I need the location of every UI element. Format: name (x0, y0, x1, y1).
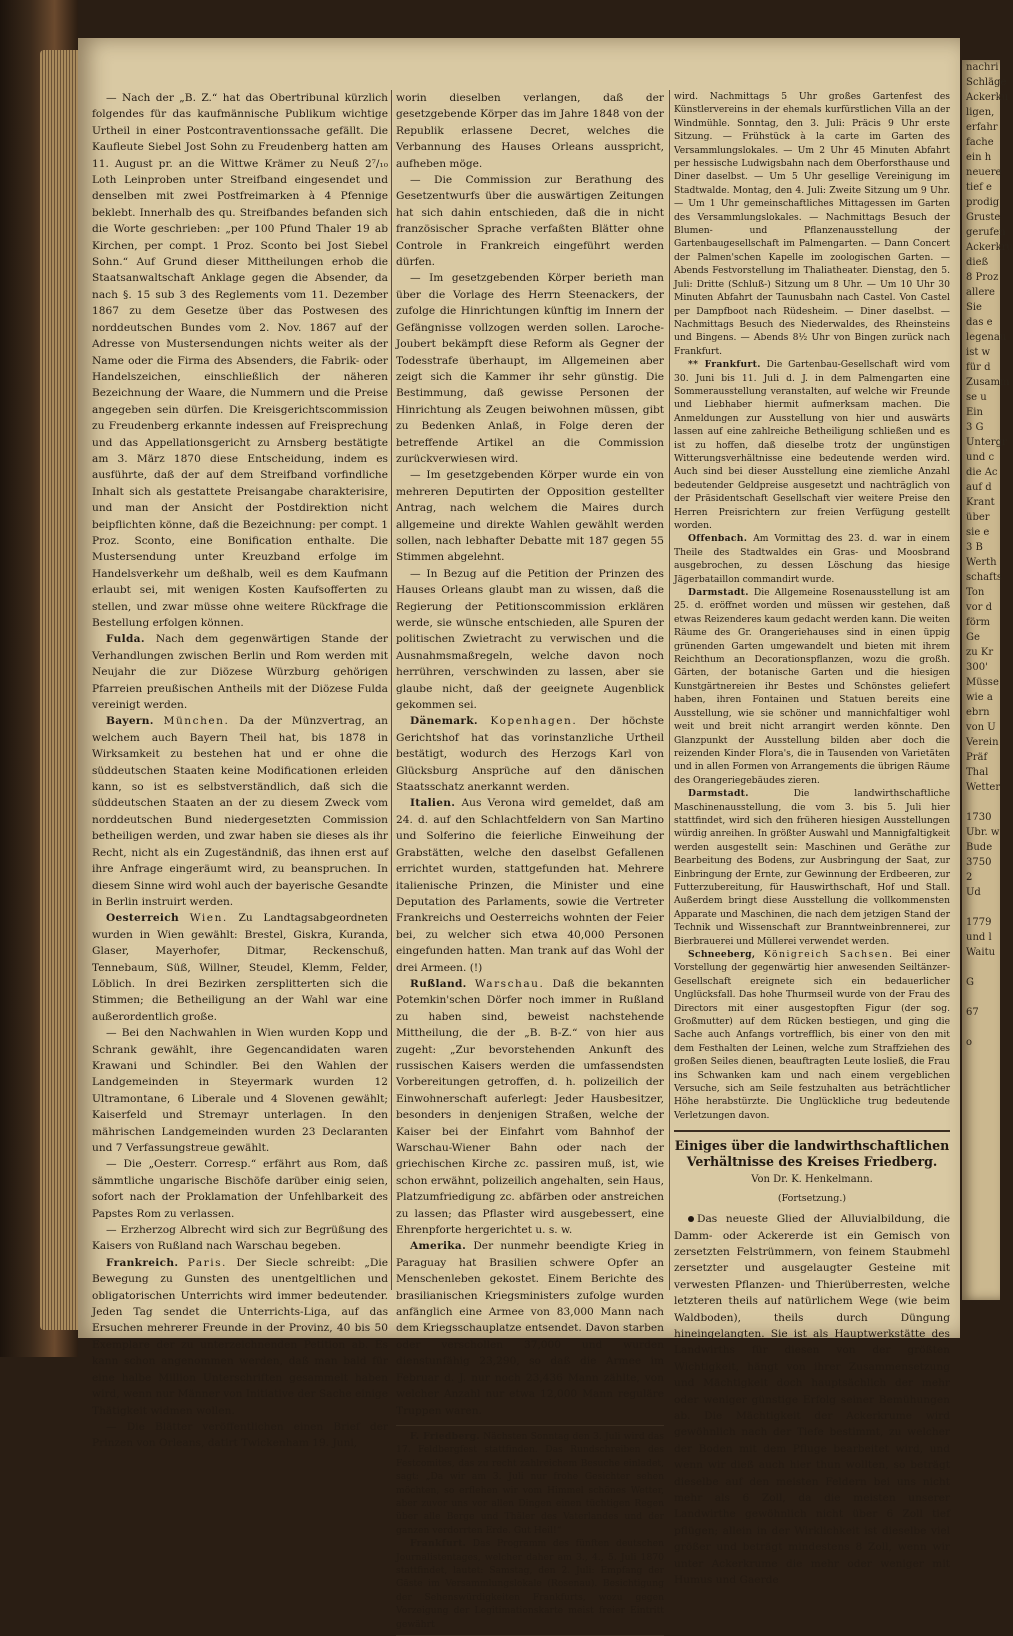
next-page-fragment: förm (966, 617, 990, 628)
news-heading: Offenbach. (688, 533, 748, 545)
next-page-fragment: vor d (966, 602, 993, 613)
news-text: — Nach der „B. Z.“ hat das Obertribunal kürzlich folgendes für das kaufmännische Publikum wichtige Urtheil in einer Postcontraventionssache gefällt. Die Kaufleute Siebel Jost Sohn zu Freudenberg hatten am 11. August pr. an die Wittwe Krämer zu Neuß 2⁷/₁₀ Loth Leinproben unter Streifband eingesendet und denselben mit zwei Postfreimarken à 4 Pfennige beklebt. Innerhalb des qu. Streifbandes befanden sich die Worte geschrieben: „per 100 Pfund Thaler 19 ab Kirchen, per compt. 1 Proz. Sconto bei Jost Siebel Sohn.“ Auf Grund dieser Mittheilungen erhob die Staatsanwaltschaft Anklage gegen die Absender, da nach §. 15 sub 3 des Reglements vom 11. Dezember 1867 zu dem Gesetze über das Postwesen des norddeutschen Bundes vom 2. Nov. 1867 auf der Adresse von Mustersendungen nichts weiter als der Name oder die Firma des Absenders, die Fabrik- oder Handelszeichen, einschließlich der näheren Bezeichnung der Waare, die Nummern und die Preise angegeben sein dürfen. Die Kreisgerichtscommission zu Freudenberg erkannte indessen auf Freisprechung und das Appellationsgericht zu Arnsberg bestätigte am 3. März 1870 diese Entscheidung, indem es ausführte, daß der auf dem Streifband vorfindliche Inhalt sich als gestattete Preisangabe charakterisire, und man der Ansicht der Postdirektion nicht beipflichten könne, daß die Bezeichnung: per compt. 1 Proz. Sconto, eine Bonification enthalte. Die Mustersendung unter Kreuzband erfolge im Handelsverkehr um deßhalb, weil es dem Kaufmann erlaubt sei, mit wenigen Kosten Kaufsofferten zu stellen, und zwar müsse ohne weitere Rückfrage die Bestellung erfolgen können. (92, 92, 388, 629)
news-heading: Oesterreich (106, 912, 179, 925)
next-page-fragment: 67 (966, 1007, 979, 1018)
news-heading: Frankreich. (106, 1256, 179, 1269)
news-dateline: Kopenhagen. (490, 715, 578, 728)
next-page-fragment: schafts (966, 572, 1002, 583)
news-paragraph (396, 270, 664, 467)
next-page-fragment: neuere (966, 167, 1002, 178)
next-page-fragment: allere (966, 287, 995, 298)
news-paragraph (396, 90, 664, 172)
next-page-fragment: Ud (966, 887, 981, 898)
next-page-fragment: 8 Proz (966, 272, 999, 283)
next-page-fragment: Ackerkru (966, 242, 1013, 253)
news-dateline: Wien. (189, 912, 228, 925)
next-page-fragment: und c (966, 452, 995, 463)
next-page-fragment: Ton (966, 587, 985, 598)
news-paragraph (92, 90, 388, 631)
news-text: Das Programm des fünften deutschen Journalistentages, welcher daher am 3., 4., 5. Juli 1870 stattfindet, lautet: Samstag, den 2. Juli: Empfang der Gäste im Versammlungslokale (Rosenau). Besichtigung der Sehenswürdigkeiten Frankfurts, wozu gegen Vorzeigung der Legitimationskarte meist freier Eintritt gewährt (396, 1538, 665, 1630)
next-page-fragment: und l (966, 932, 992, 943)
news-text: — Im gesetzgebenden Körper wurde ein von mehreren Deputirten der Opposition gestellter Antrag, nach welchem die Maires durch allgemeine und direkte Wahlen gewählt werden sollen, nach lebhafter Debatte mit 187 gegen 55 Stimmen abgelehnt. (396, 469, 664, 564)
news-text: worin dieselben verlangen, daß der gesetzgebende Körper das im Jahre 1848 von der Republik erlassene Decret, welches die Verbannung des Hauses Orleans ausspricht, aufheben möge. (396, 92, 664, 170)
next-page-fragment: o (966, 1037, 973, 1048)
next-page-fragment: 1779 (966, 917, 992, 928)
next-page-fragment: Schläge (966, 77, 1007, 88)
next-page-fragment (962, 990, 1000, 1005)
next-page-fragment: Präf (966, 752, 988, 763)
next-page-fragment: 3 B (966, 542, 983, 553)
next-page-fragment: Bude (966, 842, 993, 853)
news-text: Am Vormittag des 23. d. war in einem Theile des Stadtwaldes ein Gras- und Moosbrand ausgebrochen, zu dessen Löschung das hiesige Jägerbataillon commandirt wurde. (674, 533, 951, 585)
column-rule (391, 90, 392, 1290)
news-text: Daß die bekannten Potemkin'schen Dörfer noch immer in Rußland zu haben sind, beweist nachstehende Mittheilung, die der „B. B-Z.“ von hier aus zugeht: „Zur bevorstehenden Ankunft des russischen Kaisers werden die umfassendsten Vorbereitungen getroffen, d. h. polizeilich der Einwohnerschaft auferlegt: Jeder Hausbesitzer, besonders in denjenigen Straßen, welche der Kaiser bei der Einfahrt vom Bahnhof der Warschau-Wiener Bahn oder nach der griechischen Kirche zc. passiren muß, ist, wie schon erwähnt, polizeilich angehalten, sein Haus, Platzumfriedigung zc. abfärben oder anstreichen zu lassen; das Pflaster wird ausgebessert, eine Ehrenpforte hergerichtet u. s. w. (396, 977, 664, 1237)
news-text: — Im gesetzgebenden Körper berieth man über die Vorlage des Herrn Steenackers, der zufolge die Hinrichtungen künftig im Innern der Gefängnisse vollzogen werden sollen. Laroche-Joubert bekämpft diese Reform als Gegner der Todesstrafe überhaupt, im Allgemeinen aber zeigt sich die Kammer ihr sehr günstig. Die Bestimmung, daß gewisse Personen der Hinrichtung als Zeugen beiwohnen müssen, gibt zu Bedenken Anlaß, in Folge deren der betreffende Artikel an die Commission zurückverwiesen wird. (396, 272, 664, 465)
next-page-fragment: 3 G (966, 422, 984, 433)
news-paragraph (92, 631, 388, 713)
news-text: Aus Verona wird gemeldet, daß am 24. d. auf den Schlachtfeldern von San Martino und Solferino die feierliche Einweihung der Grabstätten, welche den daselbst Gefallenen errichtet wurden, stattgefunden hat. Mehrere italienische Prinzen, die Minister und eine Deputation des Parlaments, sowie die Vertreter Frankreichs und Oesterreichs wohnten der Feier bei, zu welcher sich etwa 40,000 Personen eingefunden hatten. Man trank auf das Wohl der drei Armeen. (!) (396, 797, 664, 974)
article-title: Einiges über die landwirthschaftlichen Verhältnisse des Kreises Friedberg. (674, 1130, 950, 1170)
news-paragraph (92, 1419, 388, 1452)
article-continuation: (Fortsetzung.) (777, 1192, 847, 1204)
news-text: wird. Nachmittags 5 Uhr großes Gartenfest des Künstlervereins in der ehemals kurfürstlichen Villa an der Windmühle. Sonntag, den 3. Juli: Präcis 9 Uhr erste Sitzung. — Frühstück à la carte im Garten des Versammlungslokales. — Um 2 Uhr 45 Minuten Abfahrt per hessische Ludwigsbahn nach dem Oberforsthause und Diner daselbst. — Um 5 Uhr gesellige Vereinigung im Stadtwalde. Montag, den 4. Juli: Zweite Sitzung um 9 Uhr. — Um 1 Uhr gemeinschaftliches Mittagessen im Garten des Versammlungslokales. — Nachmittags Besuch der Blumen- und Pflanzenausstellung der Gartenbaugesellschaft im Palmengarten. — Dann Concert der Palmen'schen Kapelle im zoologischen Garten. — Abends Festvorstellung im Thaliatheater. Dienstag, den 5. Juli: Dritte (Schluß-) Sitzung um 8 Uhr. — Um 10 Uhr 30 Minuten Abfahrt der Taunusbahn nach Castel. Von Castel per Dampfboot nach Rüdesheim. — Diner daselbst. — Nachmittags Besuch des Niederwaldes, des Rheinsteins und Bingens. — Abends 8½ Uhr von Bingen zurück nach Frankfurt. (674, 91, 950, 357)
news-paragraph (396, 172, 664, 270)
next-page-fragment: Werth (966, 557, 997, 568)
news-paragraph (674, 948, 950, 1122)
next-page-fragment: G (966, 977, 974, 988)
column-left (92, 90, 388, 1450)
next-page-edge (962, 60, 1013, 1300)
next-page-fragment: auf d (966, 482, 992, 493)
next-page-fragment: dieß (966, 257, 989, 268)
next-page-fragment (962, 900, 1000, 915)
news-dateline: Königreich Sachsen. (763, 949, 894, 960)
news-paragraph (92, 1156, 388, 1222)
news-text: Die landwirthschaftliche Maschinenausstellung, die vom 3. bis 5. Juli hier stattfindet, wird sich den früheren hiesigen Ausstellungen würdig anreihen. In größter Auswahl und Mannigfaltigkeit werden ausgestellt sein: Maschinen und Geräthe zur Bearbeitung des Bodens, zur Ausbringung der Saat, zur Einbringung der Ernte, zur Gewinnung der Erdbeeren, zur Futterzubereitung, für Hauswirthschaft, Hof und Stall. Außerdem bringt diese Ausstellung die vollkommensten Apparate und Maschinen, die nach dem jetzigen Stand der Technik und Wissenschaft zur Branntweinbrennerei, zur Bierbrauerei und Müllerei verwendet werden. (674, 788, 951, 947)
next-page-fragment: 300' (966, 662, 988, 673)
news-paragraph (92, 1025, 388, 1156)
news-heading: ** Frankfurt. (688, 359, 761, 371)
news-text: Der Siecle schreibt: „Die Bewegung zu Gunsten des unentgeltlichen und obligatorischen Unterrichts wird immer bedeutender. Jeden Tag sendet die Unterrichts-Liga, auf das Ersuchen mehrerer Freunde in der Provinz, 40 bis 50 Exemplare der zu unterzeichnenden Petition ab. Es kann schon angenommen werden, daß man bald für eine halbe Million Unterschriften gesammelt haben wird, wenn nur Männer von Initiative der Sache einige Thätigkeit widmen wollen. (92, 1256, 388, 1417)
news-paragraph (674, 358, 950, 532)
local-news-box (396, 1425, 664, 1636)
next-page-fragment (962, 1020, 1000, 1035)
next-page-fragment: se u (966, 392, 987, 403)
news-text: Bei einer Vorstellung der gegenwärtig hier anwesenden Seiltänzer-Gesellschaft ereignete sich ein bedauerlicher Unglücksfall. Das hohe Thurmseil wurde von der Frau des Directors mit einer ausgestopften Figur (der sog. Großmutter) auf dem Rücken bestiegen, und ging die Sache auch Anfangs vortrefflich, bis einer von den mit dem Festhalten der Leinen, welche zum Straffziehen des großen Seiles dienen, beauftragten Leute losließ, die Frau ins Schwanken kam und nach einem vergeblichen Versuche, sich am Seile festzuhalten aus beträchtlicher Höhe herabstürzte. Die Unglückliche trug bedeutende Verletzungen davon. (674, 949, 951, 1121)
column-rule (669, 90, 670, 1290)
news-text: Die Allgemeine Rosenausstellung ist am 25. d. eröffnet worden und müssen wir gestehen, daß etwas Reizenderes kaum gedacht werden kann. Die weiten Räume des Gr. Orangeriehauses sind in einen üppig grünenden Garten umgewandelt und bieten mit ihrem Reichthum an Decorationspflanzen, wozu die großh. Gärten, der botanische Garten und die hiesigen Kunstgärtnereien ihr Bestes und Schönstes geliefert haben, ihren Fontainen und Statuen bereits eine Ausstellung, wie sie schöner und mannichfaltiger wohl weit und breit nicht arrangirt werden könnte. Den Glanzpunkt der Ausstellung bilden aber doch die reizenden Kinder Flora's, die in Tausenden von Varietäten und in allen Formen von Arrangements die übrigen Räume des Orangeriegebäudes zieren. (674, 587, 951, 786)
next-page-fragment: prodig (966, 197, 1000, 208)
next-page-fragment: 3750 (966, 857, 992, 868)
news-paragraph (396, 467, 664, 565)
news-heading: F. Friedberg. (410, 1430, 480, 1442)
next-page-fragment: Gruste (966, 212, 1001, 223)
news-paragraph (674, 532, 950, 586)
page-edges (40, 50, 80, 1330)
next-page-fragment (962, 795, 1000, 810)
next-page-fragment: sie e (966, 527, 990, 538)
news-heading: Italien. (410, 797, 456, 810)
next-page-fragment: das e (966, 317, 993, 328)
news-heading: Fulda. (106, 633, 145, 646)
next-page-fragment: legenau (966, 332, 1007, 343)
news-paragraph (92, 1255, 388, 1419)
news-text: — In Bezug auf die Petition der Prinzen des Hauses Orleans glaubt man zu wissen, daß die Regierung der Petitionscommission erklären werde, sie wünsche entschieden, alle Spuren der politischen Zwietracht zu verwischen und die Ausnahmsmaßregeln, welche davon noch herrühren, verschwinden zu lassen, aber sie glaube nicht, daß der geeignete Augenblick gekommen sei. (396, 567, 664, 712)
next-page-fragment: gerufen (966, 227, 1006, 238)
next-page-fragment: Verein (966, 737, 999, 748)
next-page-fragment: tief e (966, 182, 992, 193)
news-heading: Darmstadt. (688, 587, 749, 599)
news-paragraph (674, 586, 950, 787)
next-page-fragment (962, 960, 1000, 975)
next-page-fragment: von U (966, 722, 996, 733)
article-body: Das neueste Glied der Alluvialbildung, die Damm- oder Ackererde ist ein Gemisch von zersetzten Felstrümmern, von feinem Staubmehl zersetzter und ausgelaugter Gesteine mit verwesten Pflanzen- und Thierüberresten, welche letzteren theils auf natürlichem Wege (wie beim Waldboden), theils durch Düngung hineingelangten. Sie ist als Hauptwerkstätte des Landwirths für diesen von der größten Wichtigkeit, hängt von ihrer Zusammensetzung und Mächtigkeit doch hauptsächlich der mehr oder weniger günstige Erfolg seiner Bemühungen ab. Die Mächtigkeit der Ackerkrume wird gewöhnlich nach der Tiefe bestimmt, zu welcher der Boden mit dem Pfluge bearbeitet wird, und wenn wir dieß auch hier thun wollten, so beträgt dieselbe auf den meisten Feldern bei uns nicht mehr als 6 Zoll, da die meisten unserer Landwirthe gewöhnlich nicht über 6 Zoll tief pflügen; allein in der Wirklichkeit ist dieselbe viel größer und beträgt mindestens 8 Zoll, wenn wir unter Ackerkrume die mehr oder weniger mit Humus und Gaerde (674, 1213, 950, 1587)
bullet-icon (688, 1216, 694, 1222)
next-page-fragment: Ge (966, 632, 980, 643)
newspaper-page (78, 38, 960, 1630)
next-page-fragment: über (966, 512, 990, 523)
news-paragraph (92, 713, 388, 910)
news-text: Die Gartenbau-Gesellschaft wird vom 30. Juni bis 11. Juli d. J. in dem Palmengarten eine Sommerausstellung veranstalten, auf welche wir Freunde und Liebhaber hiermit aufmerksam machen. Die Anmeldungen zur Ausstellung von hier und auswärts lassen auf eine zahlreiche Betheiligung schließen und es ist zu hoffen, daß dieselbe trotz der ungünstigen Witterungsverhältnisse eine bedeutende werden wird. Auch sind bei dieser Ausstellung eine ziemliche Anzahl bedeutender Geldpreise ausgesetzt und nachträglich von der Präsidentschaft Gesellschaft vier weitere Preise den Herren Preisrichtern zur freien Verfügung gestellt worden. (674, 359, 950, 531)
news-paragraph (396, 1537, 664, 1631)
next-page-fragment: für d (966, 362, 991, 373)
next-page-fragment: ist w (966, 347, 991, 358)
news-paragraph (396, 1430, 664, 1537)
news-text: Zu Landtagsabgeordneten wurden in Wien gewählt: Brestel, Giskra, Kuranda, Glaser, Mayerhofer, Ditmar, Reckenschuß, Tennebaum, Süß, Willner, Steudel, Klemm, Felder, Löblich. In drei Bezirken zersplitterten sich die Stimmen; die Betheiligung an der Wahl war eine außerordentlich große. (92, 912, 388, 1023)
next-page-fragment: erfahr (966, 122, 998, 133)
next-page-fragment: Müsse (966, 677, 999, 688)
news-heading: Darmstadt. (688, 788, 749, 800)
next-page-fragment: 1730 (966, 812, 992, 823)
news-heading: Amerika. (410, 1240, 467, 1253)
next-page-fragment: Ein (966, 407, 983, 418)
next-page-fragment: Untergr (966, 437, 1007, 448)
news-text: — Erzherzog Albrecht wird sich zur Begrüßung des Kaisers von Rußland nach Warschau begeben. (92, 1224, 388, 1253)
next-page-fragment: Thal (966, 767, 989, 778)
news-heading: Frankfurt. (410, 1538, 467, 1550)
news-paragraph (396, 713, 664, 795)
news-paragraph (396, 566, 664, 714)
news-paragraph (396, 795, 664, 975)
news-heading: Rußland. (410, 977, 467, 990)
news-heading: Schneeberg, (688, 949, 756, 960)
next-page-fragment: fache (966, 137, 994, 148)
next-page-fragment: Sie (966, 302, 982, 313)
next-page-fragment: ligen, (966, 107, 995, 118)
next-page-fragment: Waitu (966, 947, 996, 958)
next-page-fragment: Ubr. w (966, 827, 1000, 838)
news-text: Der höchste Gerichtshof hat das vorinstanzliche Urtheil bestätigt, wodurch des Herzogs Karl von Glücksburg Ansprüche auf den dänischen Staatsschatz anerkannt werden. (396, 715, 664, 794)
news-heading: Bayern. (106, 715, 154, 728)
news-dateline: München. (163, 715, 230, 728)
next-page-fragment: Krant (966, 497, 995, 508)
news-text: — Die „Oesterr. Corresp.“ erfährt aus Rom, daß sämmtliche ungarische Bischöfe darüber einig seien, sofort nach der Proklamation der Unfehlbarkeit des Papstes Rom zu verlassen. (92, 1158, 388, 1220)
next-page-fragment: wie a (966, 692, 993, 703)
next-page-fragment: ebrn (966, 707, 990, 718)
news-text: Nach dem gegenwärtigen Stande der Verhandlungen zwischen Berlin und Rom werden mit Neujahr die zur Diözese Würzburg gehörigen Pfarreien preußischen Antheils mit der Diözese Fulda vereinigt werden. (92, 633, 388, 712)
news-paragraph (674, 787, 950, 948)
news-dateline: Warschau. (474, 977, 545, 990)
next-page-fragment: 2 (966, 872, 973, 883)
news-heading: Dänemark. (410, 715, 478, 728)
news-text: — Die Commission zur Berathung des Gesetzentwurfs über die auswärtigen Zeitungen hat sich dahin entschieden, daß die in nicht französischer Sprache verfaßten Blätter ohne Controle in Frankreich eingeführt werden dürfen. (396, 174, 664, 269)
next-page-fragment: Ackerku (966, 92, 1009, 103)
news-paragraph (674, 90, 950, 358)
news-text: — Die Blätter veröffentlichen einen Brief der Prinzen von Orleans, datirt Twickenham 19. Juni, (92, 1420, 388, 1450)
news-paragraph (396, 1238, 664, 1418)
news-dateline: Paris. (187, 1256, 227, 1269)
next-page-fragment: Zusamm (966, 377, 1010, 388)
news-text: Da der Münzvertrag, an welchem auch Bayern Theil hat, bis 1878 in Wirksamkeit zu bestehen hat und er ohne die süddeutschen Staaten keine Modificationen erleiden kann, so ist es selbstverständlich, daß sich die süddeutschen Staaten an der zu diesem Zweck vom norddeutschen Bund niedergesetzten Commission betheiligen werden, und zwar haben sie dieses als ihr Recht, nicht als ein Zugeständniß, das ihnen erst auf ihre Anfrage eingeräumt wird, zu beanspruchen. In diesem Sinne wird wohl auch der bayerische Gesandte in Berlin instruirt werden. (92, 715, 388, 908)
column-middle (396, 90, 665, 1630)
column-right (674, 90, 951, 1587)
next-page-fragment: Wetter (966, 782, 1001, 793)
next-page-fragment: die Ac (966, 467, 998, 478)
news-text: — Bei den Nachwahlen in Wien wurden Kopp und Schrank gewählt, ihre Gegencandidaten waren Krawani und Schindler. Bei den Wahlen der Landgemeinden in Steyermark wurden 12 Ultramontane, 6 Liberale und 4 Slovenen gewählt; Kaiserfeld und Stremayr unterlagen. In den mährischen Landgemeinden wurden 23 Declaranten und 7 Verfassungstreue gewählt. (92, 1027, 388, 1154)
news-paragraph (396, 976, 664, 1239)
next-page-fragment: zu Kr (966, 647, 994, 658)
news-paragraph (92, 910, 388, 1025)
article-byline: Von Dr. K. Henkelmann. (751, 1174, 873, 1186)
news-text: Nächsten Sonntag den 3. Juli wird das 17. Feldbergfest stattfinden. Das Rundschreiben des Festcomites, das zu recht zahlreichem Besuche einladet, sagt: „Da wir am 3. Juli nur frohe Gesichter sehen möchten, so erflehen wir vom Himmel schönes Wetter, aber zuvor uns vor allen Dingen einen tüchtigen Regen über alle Berge und Thäler des Vaterlandes und der ganzen verdorrten Erde. Gut Heil!“ (396, 1430, 665, 1536)
news-paragraph (92, 1222, 388, 1255)
news-text: Der nunmehr beendigte Krieg in Paraguay hat Brasilien schwere Opfer an Menschenleben gekostet. Einem Berichte des brasilianischen Kriegsministers zufolge wurden anfänglich eine Armee von 83,000 Mann nach dem Kriegsschauplatze entsendet. Davon starben oder verschollen 37,000 und wurden dienstunfähig 23,290, so daß die Armee im Februar d. J. nur noch 23,436 Mann zählte, von welcher Anzahl nur etwa 12,000 Mann reguläre Truppen waren. (396, 1240, 664, 1417)
next-page-fragment: nachri (966, 62, 999, 73)
next-page-fragment: ein h (966, 152, 992, 163)
